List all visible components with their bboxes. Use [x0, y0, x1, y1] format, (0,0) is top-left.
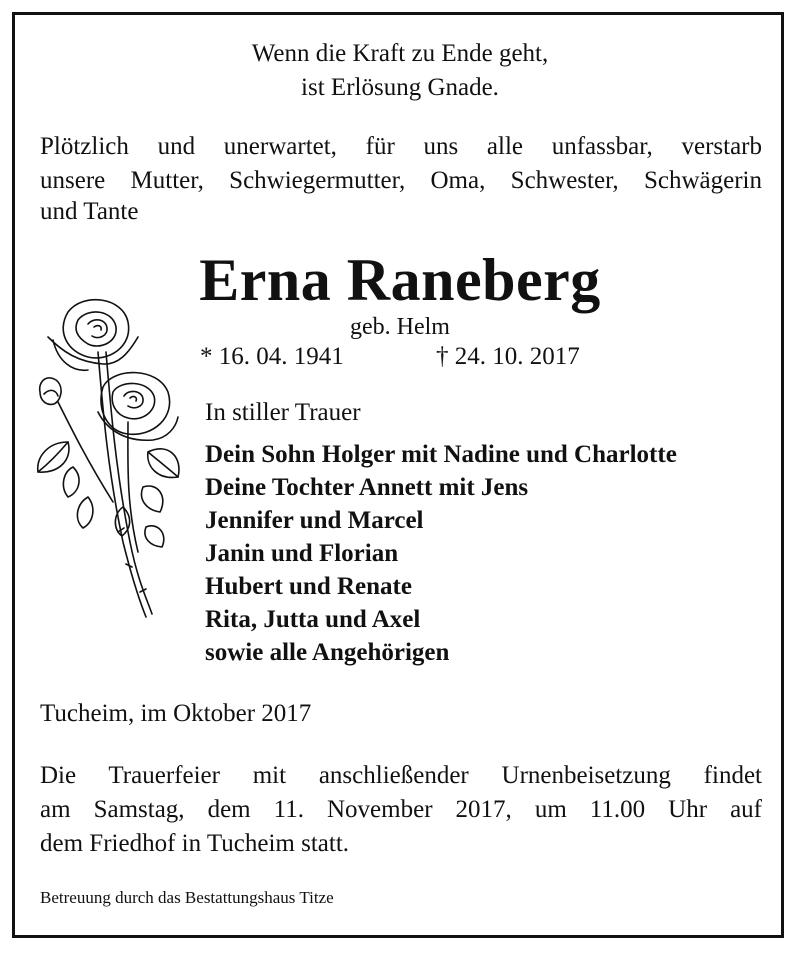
mourner-line: Jennifer und Marcel [205, 507, 424, 534]
mourners-heading: In stiller Trauer [205, 399, 361, 426]
deceased-name: Erna Raneberg [199, 247, 601, 313]
ceremony-line-2: am Samstag, dem 11. November 2017, um 11.00 Uhr auf [40, 796, 762, 823]
death-date: † 24. 10. 2017 [436, 343, 580, 370]
roses-illustration-icon [28, 292, 188, 622]
place-date: Tucheim, im Oktober 2017 [40, 700, 312, 727]
intro-line-2: unsere Mutter, Schwiegermutter, Oma, Schwester, Schwägerin [40, 167, 762, 194]
quote-line-1: Wenn die Kraft zu Ende geht, [251, 40, 549, 67]
mourner-line: Deine Tochter Annett mit Jens [205, 474, 529, 501]
funeral-home-credit: Betreuung durch das Bestattungshaus Titze [40, 888, 334, 907]
mourner-line: Dein Sohn Holger mit Nadine und Charlotte [205, 441, 677, 468]
intro-line-1: Plötzlich und unerwartet, für uns alle unfassbar, verstarb [40, 133, 762, 160]
birth-date: * 16. 04. 1941 [200, 343, 344, 370]
mourners-list [205, 438, 677, 669]
mourner-line: Hubert und Renate [205, 573, 412, 600]
ceremony-line-3: dem Friedhof in Tucheim statt. [40, 830, 350, 857]
mourner-line: sowie alle Angehörigen [205, 639, 450, 666]
birth-name: geb. Helm [350, 314, 450, 340]
mourner-line: Janin und Florian [205, 540, 399, 567]
quote-line-2: ist Erlösung Gnade. [301, 74, 499, 101]
ceremony-line-1: Die Trauerfeier mit anschließender Urnenbeisetzung findet [40, 762, 762, 789]
mourner-line: Rita, Jutta und Axel [205, 606, 421, 633]
intro-line-3: und Tante [40, 198, 139, 225]
